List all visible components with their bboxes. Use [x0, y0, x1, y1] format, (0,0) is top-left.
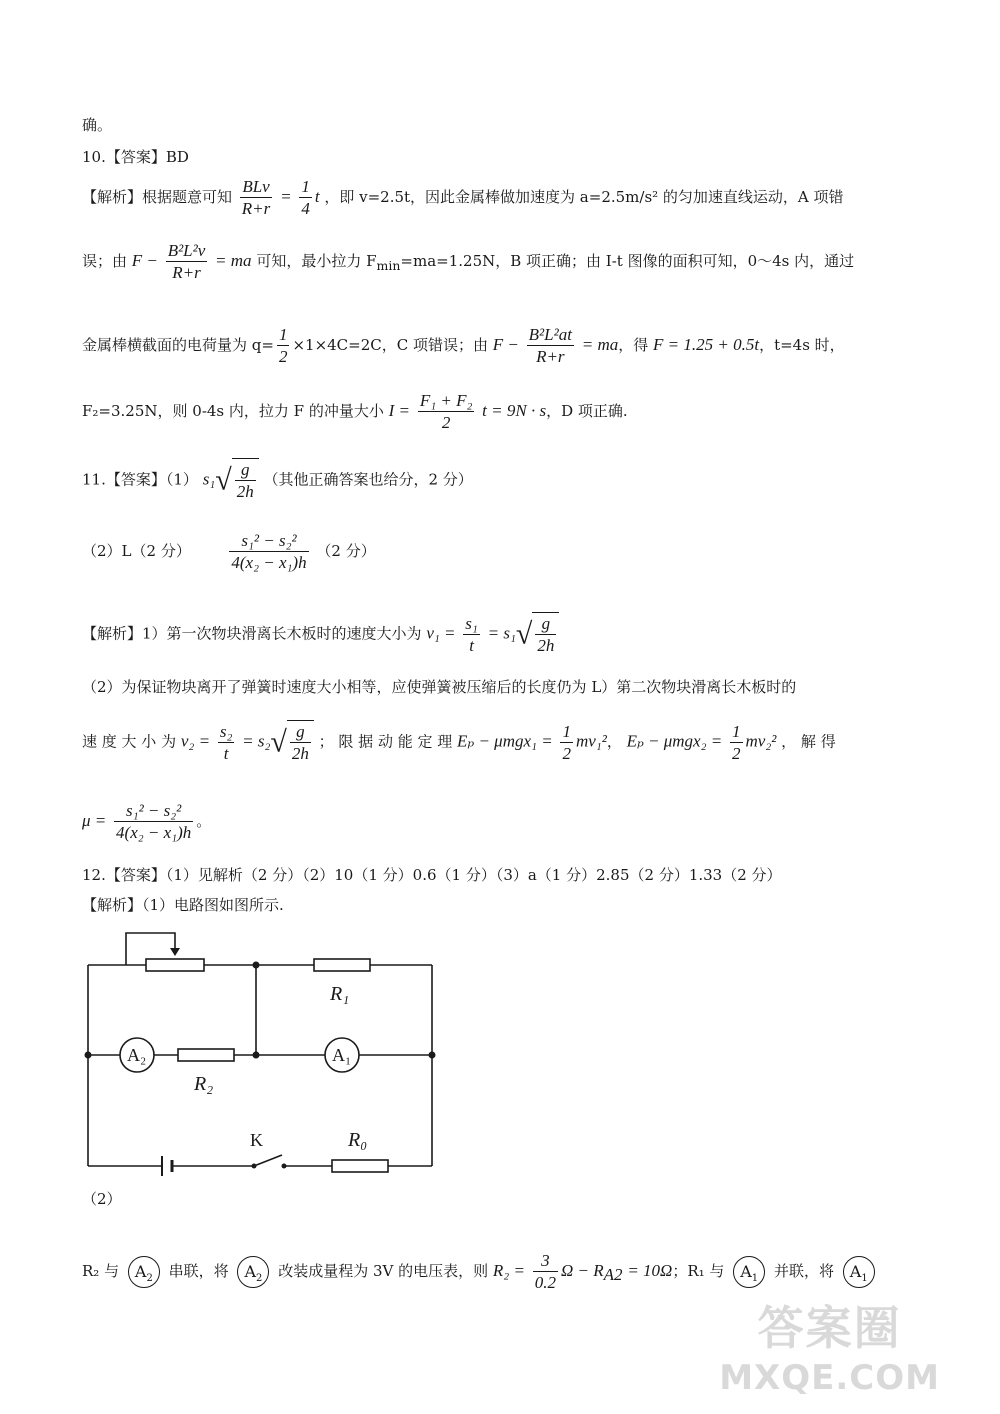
- text: ；R₁ 与: [672, 1261, 725, 1280]
- text: 【解析】（1）电路图如图所示.: [82, 896, 284, 914]
- expr: Ω − R: [560, 1260, 604, 1280]
- numerator: g: [290, 721, 311, 743]
- var-t: t: [314, 186, 320, 206]
- denominator: 0.2: [534, 1273, 556, 1293]
- icon-letter: A: [134, 1261, 147, 1281]
- numerator: 3: [533, 1250, 558, 1272]
- label-r2: R₂: [194, 1073, 214, 1095]
- numerator: g: [235, 459, 256, 481]
- ammeter-a1-icon: [843, 1256, 875, 1288]
- fraction: [218, 721, 235, 765]
- watermark-site: MXQE.COM: [719, 1358, 940, 1398]
- expr: I =: [388, 400, 411, 420]
- sqrt: [215, 458, 258, 503]
- text: 。: [196, 811, 212, 830]
- text: 12.【答案】（1）见解析（2 分）（2）10（1 分）0.6（1 分）（3）a（1 分）2.85（2 分）1.33（2 分）: [82, 866, 782, 884]
- text: 串联，将: [168, 1261, 229, 1280]
- text: （其他正确答案也给分，2 分）: [263, 470, 473, 489]
- numerator: 1: [277, 324, 290, 346]
- text: ，即 v=2.5t，因此金属棒做加速度为 a=2.5m/s² 的匀加速直线运动，A 项错: [324, 187, 844, 206]
- text: （2）L（2 分）: [82, 541, 191, 560]
- q11-explain-2: [82, 680, 796, 695]
- q11-explain-4: [82, 800, 211, 844]
- expr: μ =: [82, 810, 107, 830]
- numerator: s₂: [218, 721, 235, 743]
- text: =ma=1.25N，B 项正确；由 I-t 图像的面积可知，0～4s 内，通过: [400, 251, 855, 270]
- text: 改装成量程为 3V 的电压表，则: [278, 1261, 489, 1280]
- icon-letter: A: [244, 1261, 257, 1281]
- ammeter-a1-icon: [733, 1256, 765, 1288]
- numerator: B²L²at: [527, 324, 574, 346]
- denominator: t: [223, 743, 229, 763]
- numerator: BLv: [240, 176, 272, 198]
- text-line: [82, 118, 112, 133]
- icon-subscript: 2: [146, 1272, 153, 1284]
- equals: =: [280, 186, 292, 206]
- q12-explain-2: [82, 1192, 122, 1207]
- switch-contact: [282, 1164, 287, 1169]
- label-a2: A₂: [127, 1045, 147, 1065]
- icon-subscript: 1: [751, 1272, 759, 1284]
- rheostat-arrow: [170, 948, 180, 956]
- denominator: 2h: [537, 636, 555, 656]
- fraction: [290, 721, 311, 765]
- numerator: 1: [730, 721, 743, 743]
- numerator: F₁ + F₂: [418, 390, 475, 412]
- expr: Eₚ − μmgx₁ =: [457, 731, 553, 751]
- watermark: [719, 1292, 940, 1398]
- radical-sign: √: [515, 617, 533, 651]
- expr: t = 9N · s: [482, 400, 547, 420]
- expr: = ma: [215, 250, 252, 270]
- text: （2）为保证物块离开了弹簧时速度大小相等，应使弹簧被压缩后的长度仍为 L）第二次物块滑离长木板时的: [82, 678, 797, 696]
- q10-explain-line3: [82, 324, 845, 368]
- q10-explain-line1: [82, 176, 844, 220]
- expr: F −: [492, 334, 519, 354]
- numerator: g: [535, 613, 556, 635]
- denominator: 2: [732, 743, 741, 763]
- denominator: 2: [278, 347, 288, 367]
- denominator: 2h: [291, 744, 309, 764]
- label-a1: A₁: [332, 1045, 352, 1065]
- ammeter-a2-icon: [237, 1256, 269, 1288]
- label-r1: R₁: [330, 983, 350, 1005]
- expr: = s₂: [242, 731, 271, 751]
- text: （2 分）: [316, 541, 376, 560]
- text: ×1×4C=2C，C 项错误；由: [292, 335, 488, 354]
- radical-sign: √: [270, 725, 287, 759]
- ammeter-a2-icon: [128, 1256, 160, 1288]
- numerator: s₁: [463, 613, 480, 635]
- numerator: 1: [560, 721, 573, 743]
- fraction: [299, 176, 312, 220]
- sqrt: [270, 720, 313, 765]
- rheostat: [146, 959, 204, 971]
- text: 金属棒横截面的电荷量为 q=: [82, 335, 274, 354]
- numerator: s₁² − s₂²: [229, 530, 308, 552]
- fraction: [463, 613, 480, 657]
- denominator: 2h: [236, 482, 254, 502]
- text: 并联，将: [773, 1261, 834, 1280]
- denominator: t: [469, 635, 474, 655]
- q11-answer: [82, 458, 473, 503]
- icon-subscript: 1: [861, 1272, 868, 1284]
- q10-answer: [82, 150, 189, 165]
- text: 速 度 大 小 为: [82, 732, 177, 751]
- circuit-diagram: [82, 928, 442, 1178]
- text: 【解析】根据题意可知: [82, 187, 233, 206]
- text: 确。: [82, 116, 113, 134]
- fraction: [533, 1250, 558, 1294]
- fraction: [277, 324, 290, 368]
- fraction: [166, 240, 208, 284]
- denominator: R+r: [536, 347, 565, 367]
- expr: = ma: [581, 334, 619, 354]
- denominator: R+r: [172, 263, 201, 283]
- denominator: 4(x₂ − x₁)h: [231, 553, 307, 573]
- fraction: [535, 613, 556, 657]
- text: （2）: [82, 1190, 122, 1208]
- denominator: 4: [301, 199, 310, 219]
- q10-explain-line2: [82, 240, 854, 284]
- expr: s₁: [202, 469, 216, 489]
- q11-explain-1: [82, 612, 559, 657]
- junction-dot: [429, 1052, 436, 1059]
- q11-answer-2: [82, 530, 376, 574]
- text: ，D 项正确.: [546, 401, 628, 420]
- junction-dot: [85, 1052, 92, 1059]
- fraction: [229, 530, 308, 574]
- text: F₂=3.25N，则 0-4s 内，拉力 F 的冲量大小: [82, 401, 384, 420]
- text: 【解析】1）第一次物块滑离长木板时的速度大小为: [82, 624, 422, 643]
- text: ，得: [618, 335, 649, 354]
- radical-sign: √: [215, 463, 232, 497]
- expr: F = 1.25 + 0.5t: [653, 334, 760, 354]
- expr: mv₂²: [745, 731, 777, 751]
- q10-explain-line4: [82, 390, 628, 434]
- text: 误；由: [82, 251, 128, 270]
- switch-k: [254, 1155, 282, 1166]
- text: 可知，最小拉力 F: [256, 251, 377, 270]
- text: ， 解 得: [781, 732, 836, 751]
- junction-dot: [253, 962, 260, 969]
- text: 10.【答案】BD: [82, 148, 189, 166]
- resistor-r0: [332, 1160, 388, 1172]
- expr: Eₚ − μmgx₂ =: [626, 731, 723, 751]
- subscript: min: [376, 257, 401, 273]
- sqrt: [516, 612, 559, 657]
- expr: = 10Ω: [627, 1260, 673, 1280]
- expr: R₂ =: [492, 1260, 525, 1280]
- expr: v₁ =: [426, 623, 456, 643]
- resistor-r1: [314, 959, 370, 971]
- q12-explain-3: [82, 1250, 879, 1294]
- expr: mv₁²: [575, 731, 607, 751]
- denominator: 2: [562, 743, 571, 763]
- q11-explain-3: 速 度 大 小 为 v₂ = $\frac{\text{s₂}}{t}$ = s₂√ $\frac{g}{2h}$ ； 限 据 动 能 定 理 Eₚ − μmgx₁ = $\frac{1}{2}$ mv₁²， Eₚ − μmgx₂ = $\frac{1}{2}$ mv₂² ， 解 得: [82, 721, 836, 764]
- expr: v₂ =: [180, 731, 211, 751]
- icon-letter: A: [740, 1261, 752, 1281]
- q12-answer: [82, 868, 782, 883]
- switch-contact: [252, 1164, 257, 1169]
- expr: = s₁: [487, 623, 516, 643]
- label-k: K: [250, 1130, 263, 1150]
- rheostat-slider-wire: [126, 933, 175, 965]
- text: 11.【答案】（1）: [82, 470, 198, 489]
- watermark-logo: 答案圈: [757, 1301, 902, 1355]
- numerator: 1: [299, 176, 312, 198]
- text: ； 限 据 动 能 定 理: [318, 732, 453, 751]
- denominator: R+r: [241, 199, 271, 219]
- q12-explain-1: [82, 898, 284, 913]
- label-r0: R₀: [348, 1129, 368, 1151]
- fraction: [235, 459, 256, 503]
- fraction: [240, 176, 272, 220]
- icon-subscript: 2: [256, 1272, 263, 1284]
- fraction: [730, 721, 743, 765]
- numerator: s₁² − s₂²: [114, 800, 193, 822]
- subscript: A2: [603, 1264, 623, 1284]
- text: R₂ 与: [82, 1261, 120, 1280]
- numerator: B²L²v: [166, 240, 208, 262]
- expr: F −: [131, 250, 158, 270]
- text: ，t=4s 时，: [759, 335, 845, 354]
- icon-letter: A: [849, 1261, 862, 1281]
- fraction: [560, 721, 573, 765]
- fraction: [527, 324, 574, 368]
- resistor-r2: [178, 1049, 234, 1061]
- denominator: 2: [441, 413, 451, 433]
- fraction: [418, 390, 475, 434]
- fraction: [114, 800, 193, 844]
- denominator: 4(x₂ − x₁)h: [116, 823, 192, 843]
- junction-dot: [253, 1052, 260, 1059]
